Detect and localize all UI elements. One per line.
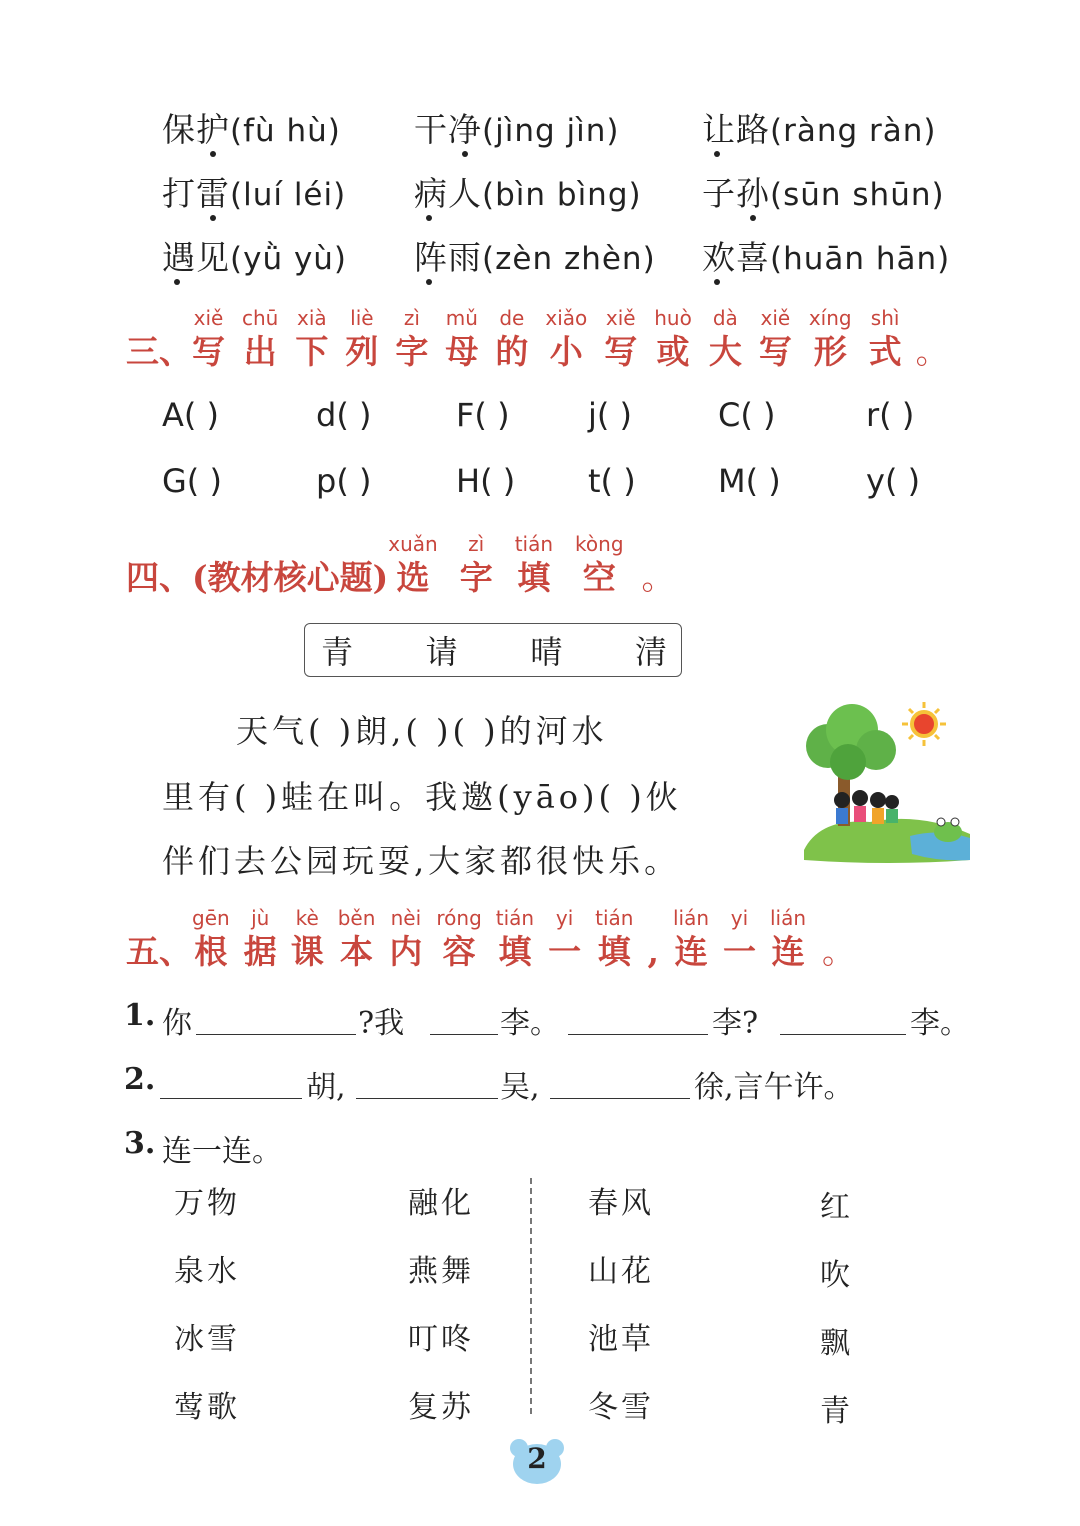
heading-char [545, 304, 587, 372]
pinyin-options: (sūn shūn) [770, 177, 945, 213]
match-item[interactable]: 融化 [408, 1186, 474, 1221]
heading-hanzi: 写 [192, 332, 225, 371]
letter-blank[interactable]: t( ) [588, 462, 636, 500]
heading-hanzi: 根 [194, 932, 228, 971]
question-number: 2. [124, 1062, 156, 1097]
heading-char [595, 904, 633, 972]
heading-char [445, 304, 478, 372]
word: 遇见 [162, 238, 230, 277]
pinyin-choice-item [702, 168, 945, 215]
letter-blank[interactable]: y( ) [866, 462, 921, 500]
page-number: 2 [527, 1442, 547, 1475]
section-5-heading [126, 904, 855, 972]
letter-blank[interactable]: H( ) [456, 462, 516, 500]
pinyin-choice-item [414, 168, 642, 215]
heading-hanzi: 连 [771, 932, 805, 971]
heading-hanzi: 连 [674, 932, 708, 971]
heading-char [548, 904, 581, 972]
heading-char [869, 304, 902, 372]
pinyin-choice-item [702, 104, 937, 151]
heading-pinyin: nèi [390, 906, 422, 930]
heading-pinyin: kè [295, 906, 319, 930]
letter-blank[interactable]: j( ) [588, 396, 633, 434]
heading-char [759, 304, 792, 372]
heading-pinyin: xià [297, 306, 327, 330]
heading-pinyin: shì [870, 306, 900, 330]
word: 欢喜 [702, 238, 770, 277]
heading-char [338, 904, 376, 972]
match-item[interactable]: 飘 [820, 1326, 853, 1361]
heading-char [654, 304, 692, 372]
letter-blank[interactable]: C( ) [718, 396, 776, 434]
column-divider [530, 1178, 532, 1414]
word: 病人 [414, 174, 482, 213]
letter-blank[interactable]: r( ) [866, 396, 915, 434]
park-illustration [800, 700, 976, 866]
heading-pinyin: xuǎn [388, 532, 438, 556]
question-number: 1. [124, 998, 156, 1033]
letter-blank[interactable]: d( ) [316, 396, 372, 434]
heading-end-mark: 。 [822, 932, 856, 971]
question-text: 胡, [306, 1070, 346, 1105]
heading-char [575, 530, 623, 598]
heading-char [809, 304, 852, 372]
heading-pinyin: kòng [575, 532, 624, 556]
heading-hanzi: 写 [758, 332, 792, 371]
pinyin-options: (fù hù) [230, 113, 341, 149]
heading-hanzi: 大 [708, 332, 742, 371]
heading-pinyin: tián [595, 906, 634, 930]
match-item[interactable]: 复苏 [408, 1390, 474, 1425]
passage-line: 里有( )蛙在叫。我邀(yāo)( )伙 [162, 778, 682, 816]
heading-pinyin: yi [555, 906, 574, 930]
question-text: 李? [712, 1006, 759, 1041]
heading-char [295, 304, 328, 372]
heading-pinyin: xíng [808, 306, 852, 330]
heading-hanzi: 小 [549, 332, 583, 371]
pinyin-choice-item [414, 232, 656, 279]
heading-pinyin: tián [514, 532, 554, 556]
word: 干净 [414, 110, 482, 149]
heading-pinyin: xiǎo [545, 306, 588, 330]
heading-char [723, 904, 756, 972]
passage-line: 伴们去公园玩耍,大家都很快乐。 [162, 842, 681, 880]
heading-pinyin: lián [672, 906, 709, 930]
heading-char [291, 904, 324, 972]
heading-hanzi: 字 [459, 558, 493, 597]
question-number: 3. [124, 1126, 156, 1161]
match-item[interactable]: 莺歌 [174, 1390, 240, 1425]
match-item[interactable]: 池草 [588, 1322, 654, 1357]
pinyin-options: (bìn bìng) [482, 177, 642, 213]
heading-hanzi: 填 [517, 558, 551, 597]
match-item[interactable]: 青 [820, 1394, 853, 1429]
heading-char [436, 904, 481, 972]
match-item[interactable]: 叮咚 [408, 1322, 474, 1357]
letter-blank[interactable]: p( ) [316, 462, 372, 500]
question-text: 连一连。 [162, 1134, 282, 1169]
section-number: 三、 [126, 332, 192, 371]
fill-blank[interactable] [356, 1098, 498, 1099]
match-item[interactable]: 红 [820, 1190, 853, 1225]
word: 子孙 [702, 174, 770, 213]
heading-char [647, 904, 659, 972]
pinyin-options: (huān hān) [770, 241, 951, 277]
section-3-heading [126, 304, 949, 372]
frog-icon [934, 818, 962, 842]
heading-pinyin: xiě [193, 306, 224, 330]
heading-char [496, 904, 534, 972]
heading-hanzi: 课 [290, 932, 324, 971]
word-option: 晴 [530, 633, 563, 671]
match-item[interactable]: 燕舞 [408, 1254, 474, 1289]
pinyin-choice-item [162, 104, 341, 151]
heading-char [345, 304, 378, 372]
heading-pinyin: huò [654, 306, 692, 330]
heading-hanzi: 写 [604, 332, 638, 371]
heading-hanzi: 式 [868, 332, 902, 371]
heading-char [388, 530, 437, 598]
heading-pinyin: tián [495, 906, 535, 930]
heading-pinyin: chū [242, 306, 279, 330]
heading-pinyin: de [499, 306, 525, 330]
heading-char [460, 530, 493, 598]
section-number: 四、(教材核心题) [126, 558, 389, 597]
heading-hanzi: 的 [495, 332, 529, 371]
word-option: 请 [425, 633, 458, 671]
heading-hanzi: 内 [389, 932, 423, 971]
heading-pinyin: yi [730, 906, 749, 930]
heading-char [495, 304, 528, 372]
heading-char [192, 904, 230, 972]
letter-blank[interactable]: F( ) [456, 396, 510, 434]
heading-pinyin: gēn [192, 906, 230, 930]
word: 阵雨 [414, 238, 482, 277]
letter-blank[interactable]: M( ) [718, 462, 781, 500]
word: 让路 [702, 110, 770, 149]
passage-line: 天气( )朗,( )( )的河水 [236, 712, 608, 750]
heading-hanzi: 下 [295, 332, 329, 371]
heading-char [604, 304, 637, 372]
heading-hanzi: 一 [723, 932, 756, 971]
question-text: 徐,言午许。 [694, 1070, 854, 1105]
heading-pinyin: zì [468, 532, 485, 556]
pinyin-choice-item [162, 232, 347, 279]
heading-char [673, 904, 709, 972]
heading-char [395, 304, 428, 372]
heading-hanzi: , [647, 932, 659, 971]
heading-pinyin: zì [403, 306, 420, 330]
match-item[interactable]: 万物 [174, 1186, 240, 1221]
heading-end-mark: 。 [915, 332, 949, 371]
pinyin-choice-item [702, 232, 950, 279]
heading-char [515, 530, 553, 598]
match-item[interactable]: 山花 [588, 1254, 654, 1289]
heading-pinyin: dà [712, 306, 738, 330]
match-item[interactable]: 吹 [820, 1258, 853, 1293]
pinyin-options: (zèn zhèn) [482, 241, 656, 277]
word-option: 清 [634, 633, 667, 671]
heading-pinyin: xiě [760, 306, 791, 330]
heading-hanzi: 据 [243, 932, 277, 971]
pinyin-choice-item [414, 104, 619, 151]
heading-pinyin: liè [350, 306, 374, 330]
fill-blank[interactable] [430, 1034, 498, 1035]
heading-hanzi: 填 [498, 932, 532, 971]
heading-hanzi: 一 [548, 932, 582, 971]
fill-blank[interactable] [160, 1098, 302, 1099]
sun-icon [902, 702, 946, 746]
question-text: 你 [162, 1006, 192, 1041]
heading-hanzi: 填 [597, 932, 631, 971]
letter-blank[interactable]: A( ) [162, 396, 220, 434]
section-number: 五、 [126, 932, 192, 971]
pinyin-choice-item [162, 168, 346, 215]
heading-hanzi: 形 [813, 332, 847, 371]
section-4-heading [126, 530, 675, 598]
pinyin-options: (luí léi) [230, 177, 347, 213]
question-text: 吴, [500, 1070, 540, 1105]
heading-hanzi: 容 [442, 932, 476, 971]
fill-blank[interactable] [568, 1034, 708, 1035]
word: 保护 [162, 110, 230, 149]
heading-char [244, 904, 277, 972]
pinyin-options: (jìng jìn) [482, 113, 620, 149]
heading-char [192, 304, 225, 372]
heading-char [389, 904, 422, 972]
question-text: 李。 [910, 1006, 970, 1041]
question-text: 李。 [500, 1006, 560, 1041]
heading-pinyin: jù [251, 906, 270, 930]
match-item[interactable]: 冬雪 [588, 1390, 654, 1425]
heading-char [770, 904, 806, 972]
heading-hanzi: 母 [445, 332, 479, 371]
heading-hanzi: 本 [340, 932, 374, 971]
heading-hanzi: 字 [395, 332, 429, 371]
heading-hanzi: 选 [396, 558, 430, 597]
pinyin-options: (yǜ yù) [230, 241, 348, 277]
heading-pinyin: mǔ [445, 306, 478, 330]
heading-hanzi: 或 [656, 332, 690, 371]
heading-end-mark: 。 [641, 558, 675, 597]
word-options-box [304, 623, 682, 677]
fill-blank[interactable] [196, 1034, 356, 1035]
word: 打雷 [162, 174, 230, 213]
heading-hanzi: 列 [345, 332, 379, 371]
heading-pinyin: xiě [605, 306, 636, 330]
match-item[interactable]: 春风 [588, 1186, 654, 1221]
heading-pinyin: róng [436, 906, 482, 930]
heading-char [709, 304, 742, 372]
word-option: 青 [321, 633, 354, 671]
fill-blank[interactable] [780, 1034, 906, 1035]
match-item[interactable]: 泉水 [174, 1254, 240, 1289]
heading-pinyin: lián [770, 906, 807, 930]
fill-blank[interactable] [550, 1098, 690, 1099]
heading-hanzi: 空 [582, 558, 616, 597]
pinyin-options: (ràng ràn) [770, 113, 937, 149]
letter-blank[interactable]: G( ) [162, 462, 222, 500]
match-item[interactable]: 冰雪 [174, 1322, 240, 1357]
heading-char [242, 304, 278, 372]
heading-hanzi: 出 [243, 332, 277, 371]
heading-pinyin: běn [337, 906, 376, 930]
question-text: ?我 [358, 1006, 405, 1041]
